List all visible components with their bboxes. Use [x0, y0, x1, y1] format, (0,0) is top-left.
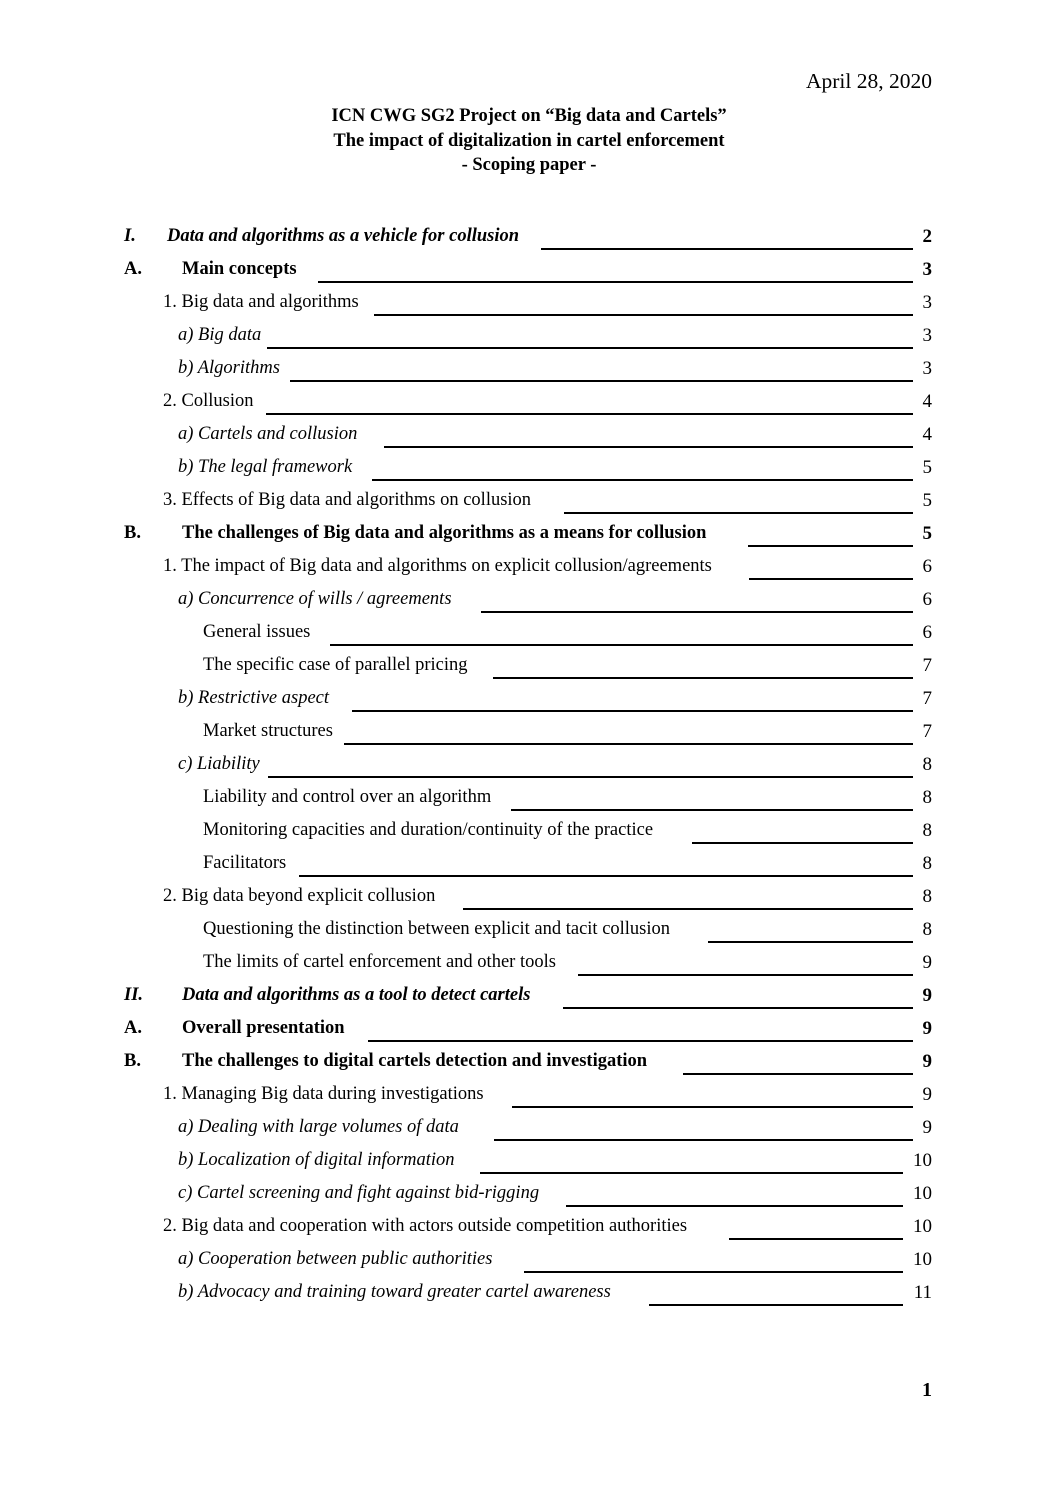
title-block: [126, 104, 932, 178]
toc-leader-line: [344, 743, 913, 745]
toc-leader-line: [368, 1040, 913, 1042]
toc-leader-line: [566, 1205, 903, 1207]
toc-entry-label: 2. Big data beyond explicit collusion: [163, 886, 436, 906]
toc-entry[interactable]: [0, 1282, 1058, 1315]
toc-entry-label: The specific case of parallel pricing: [203, 655, 468, 675]
toc-leader-line: [708, 941, 913, 943]
toc-entry-label: Data and algorithms as a tool to detect cartels: [182, 985, 531, 1005]
toc-entry-label: a) Cooperation between public authorities: [178, 1249, 493, 1269]
toc-entry-page-number: 7: [922, 721, 932, 742]
toc-leader-line: [330, 644, 913, 646]
toc-entry[interactable]: [0, 589, 1058, 622]
toc-entry[interactable]: [0, 655, 1058, 688]
toc-entry[interactable]: [0, 391, 1058, 424]
toc-entry-page-number: 9: [922, 1018, 932, 1039]
toc-leader-line: [268, 776, 913, 778]
toc-entry-page-number: 10: [913, 1249, 932, 1270]
toc-leader-line: [564, 512, 913, 514]
toc-entry-page-number: 2: [922, 226, 932, 247]
toc-leader-line: [267, 347, 913, 349]
toc-leader-line: [266, 413, 913, 415]
toc-leader-line: [463, 908, 913, 910]
toc-entry-page-number: 9: [922, 1051, 932, 1072]
toc-entry[interactable]: [0, 1150, 1058, 1183]
toc-leader-line: [318, 281, 913, 283]
toc-entry[interactable]: [0, 952, 1058, 985]
toc-entry-label: The challenges to digital cartels detection and investigation: [182, 1051, 648, 1071]
toc-entry-label: The challenges of Big data and algorithms as a means for collusion: [182, 523, 707, 543]
toc-entry-page-number: 3: [922, 292, 932, 313]
toc-entry[interactable]: [0, 457, 1058, 490]
toc-entry[interactable]: [0, 886, 1058, 919]
toc-entry-page-number: 5: [922, 490, 932, 511]
toc-entry[interactable]: [0, 622, 1058, 655]
toc-entry[interactable]: [0, 292, 1058, 325]
toc-entry[interactable]: [0, 259, 1058, 292]
toc-entry-label: a) Big data: [178, 325, 262, 345]
toc-leader-line: [372, 479, 913, 481]
toc-entry[interactable]: [0, 1216, 1058, 1249]
toc-entry-page-number: 5: [922, 523, 932, 544]
toc-entry-page-number: 6: [922, 622, 932, 643]
toc-leader-line: [384, 446, 913, 448]
toc-entry[interactable]: [0, 1051, 1058, 1084]
toc-entry-label: 2. Collusion: [163, 391, 254, 411]
toc-entry[interactable]: [0, 688, 1058, 721]
toc-entry-label: b) The legal framework: [178, 457, 353, 477]
toc-entry-label: a) Concurrence of wills / agreements: [178, 589, 452, 609]
toc-entry[interactable]: [0, 490, 1058, 523]
toc-leader-line: [480, 1172, 903, 1174]
toc-leader-line: [512, 1106, 913, 1108]
toc-entry-page-number: 9: [922, 985, 932, 1006]
toc-entry[interactable]: [0, 1117, 1058, 1150]
toc-leader-line: [493, 677, 913, 679]
toc-leader-line: [352, 710, 913, 712]
toc-leader-line: [692, 842, 913, 844]
toc-entry-page-number: 8: [922, 886, 932, 907]
toc-entry-page-number: 10: [913, 1150, 932, 1171]
toc-entry-label: c) Cartel screening and fight against bid-rigging: [178, 1183, 540, 1203]
toc-entry[interactable]: [0, 1249, 1058, 1282]
toc-entry-page-number: 8: [922, 787, 932, 808]
toc-entry[interactable]: [0, 226, 1058, 259]
toc-entry-label: c) Liability: [178, 754, 260, 774]
toc-entry-label: Liability and control over an algorithm: [203, 787, 492, 807]
toc-entry-label: Main concepts: [182, 259, 297, 279]
toc-leader-line: [374, 314, 913, 316]
toc-entry-label: Questioning the distinction between explicit and tacit collusion: [203, 919, 671, 939]
toc-entry[interactable]: [0, 325, 1058, 358]
toc-leader-line: [481, 611, 913, 613]
toc-leader-line: [649, 1304, 903, 1306]
toc-entry-page-number: 3: [922, 358, 932, 379]
toc-leader-line: [578, 974, 913, 976]
toc-entry[interactable]: [0, 721, 1058, 754]
toc-entry-page-number: 4: [922, 391, 932, 412]
table-of-contents: [0, 226, 1058, 1315]
toc-entry-page-number: 9: [922, 952, 932, 973]
toc-entry-label: b) Advocacy and training toward greater cartel awareness: [178, 1282, 611, 1302]
toc-entry[interactable]: [0, 1084, 1058, 1117]
toc-entry[interactable]: [0, 358, 1058, 391]
toc-leader-line: [494, 1139, 913, 1141]
toc-entry-label: 3. Effects of Big data and algorithms on collusion: [163, 490, 532, 510]
toc-entry-label: Facilitators: [203, 853, 287, 873]
toc-leader-line: [683, 1073, 913, 1075]
toc-entry[interactable]: [0, 820, 1058, 853]
toc-entry-page-number: 3: [922, 325, 932, 346]
toc-entry-page-number: 4: [922, 424, 932, 445]
toc-entry-page-number: 3: [922, 259, 932, 280]
toc-entry-marker: II.: [124, 985, 144, 1005]
toc-leader-line: [563, 1007, 913, 1009]
toc-entry-page-number: 8: [922, 853, 932, 874]
toc-entry-label: General issues: [203, 622, 311, 642]
toc-entry-page-number: 6: [922, 589, 932, 610]
toc-entry-label: a) Cartels and collusion: [178, 424, 358, 444]
toc-entry-marker: B.: [124, 1051, 141, 1071]
title-line-1: ICN CWG SG2 Project on “Big data and Cartels”: [331, 106, 727, 126]
document-date: April 28, 2020: [805, 69, 932, 93]
toc-entry[interactable]: [0, 1183, 1058, 1216]
toc-entry-marker: B.: [124, 523, 141, 543]
toc-entry-page-number: 9: [922, 1084, 932, 1105]
title-line-3: - Scoping paper -: [461, 155, 597, 175]
toc-entry-page-number: 9: [922, 1117, 932, 1138]
toc-entry[interactable]: [0, 787, 1058, 820]
toc-leader-line: [511, 809, 913, 811]
toc-entry-marker: I.: [124, 226, 136, 246]
toc-entry-label: 1. Managing Big data during investigations: [163, 1084, 484, 1104]
toc-entry-label: Data and algorithms as a vehicle for collusion: [167, 226, 520, 246]
toc-entry-page-number: 8: [922, 754, 932, 775]
toc-entry-page-number: 10: [913, 1183, 932, 1204]
toc-entry-label: Monitoring capacities and duration/continuity of the practice: [203, 820, 654, 840]
toc-leader-line: [541, 248, 913, 250]
toc-leader-line: [299, 875, 913, 877]
toc-leader-line: [290, 380, 913, 382]
title-line-2: The impact of digitalization in cartel enforcement: [333, 130, 725, 151]
toc-entry-label: 1. The impact of Big data and algorithms on explicit collusion/agreements: [163, 556, 712, 576]
toc-entry-page-number: 7: [922, 688, 932, 709]
toc-entry-page-number: 8: [922, 820, 932, 841]
toc-leader-line: [749, 578, 913, 580]
toc-entry[interactable]: [0, 919, 1058, 952]
toc-entry-page-number: 5: [922, 457, 932, 478]
toc-entry[interactable]: [0, 1018, 1058, 1051]
toc-leader-line: [748, 545, 913, 547]
toc-leader-line: [729, 1238, 903, 1240]
toc-entry-label: b) Algorithms: [178, 358, 280, 378]
toc-entry[interactable]: [0, 754, 1058, 787]
toc-entry-page-number: 10: [913, 1216, 932, 1237]
toc-entry[interactable]: [0, 853, 1058, 886]
toc-leader-line: [524, 1271, 903, 1273]
footer-page-number: 1: [922, 1379, 932, 1401]
toc-entry[interactable]: [0, 985, 1058, 1018]
toc-entry-marker: A.: [124, 1018, 142, 1038]
toc-entry-label: The limits of cartel enforcement and other tools: [203, 952, 556, 972]
toc-entry-label: Overall presentation: [182, 1018, 345, 1038]
toc-entry-label: a) Dealing with large volumes of data: [178, 1117, 459, 1137]
toc-entry-marker: A.: [124, 259, 142, 279]
toc-entry-page-number: 6: [922, 556, 932, 577]
toc-entry-label: b) Localization of digital information: [178, 1150, 455, 1170]
toc-entry-page-number: 8: [922, 919, 932, 940]
toc-entry[interactable]: [0, 424, 1058, 457]
toc-entry[interactable]: [0, 556, 1058, 589]
toc-entry-page-number: 11: [913, 1282, 932, 1303]
toc-entry-label: Market structures: [203, 721, 333, 741]
toc-entry-label: b) Restrictive aspect: [178, 688, 330, 708]
toc-entry-label: 2. Big data and cooperation with actors outside competition authorities: [163, 1216, 688, 1236]
toc-entry-page-number: 7: [922, 655, 932, 676]
toc-entry-label: 1. Big data and algorithms: [163, 292, 359, 312]
toc-entry[interactable]: [0, 523, 1058, 556]
